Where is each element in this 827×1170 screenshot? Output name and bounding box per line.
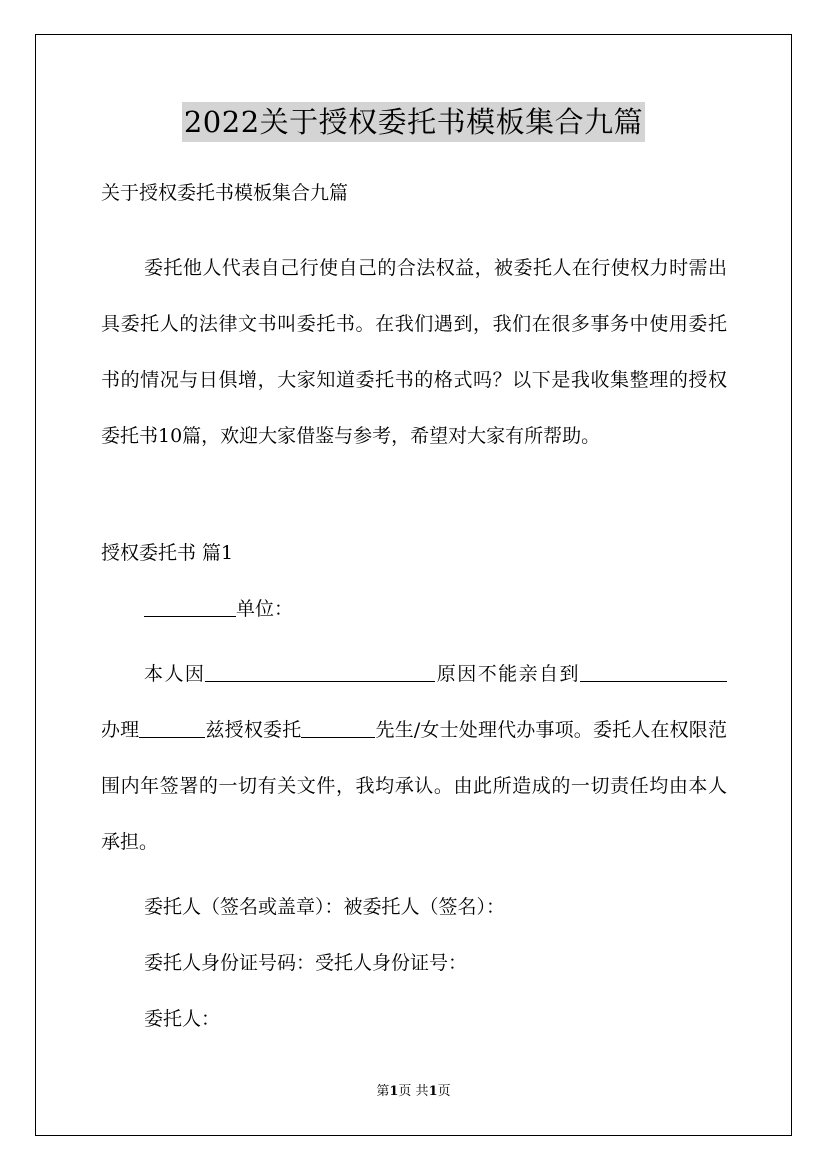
document-subtitle: 关于授权委托书模板集合九篇: [101, 182, 349, 204]
client-line: 委托人：: [144, 1008, 221, 1030]
blank-underline: [144, 596, 236, 617]
document-body: [101, 174, 727, 1038]
body-text: 兹授权委托: [205, 719, 302, 741]
section-heading: 授权委托书 篇1: [101, 542, 234, 564]
unit-line: [101, 590, 727, 628]
page-footer: [0, 1083, 827, 1101]
footer-text: 页 共: [398, 1084, 429, 1099]
body-text: 办理: [101, 719, 140, 741]
page-total: 1: [428, 1084, 438, 1099]
footer-text: 第: [376, 1084, 390, 1099]
document-title: 2022关于授权委托书模板集合九篇: [182, 102, 645, 142]
blank-underline: [205, 661, 435, 682]
blank-underline: [580, 661, 727, 682]
title-wrap: [0, 102, 827, 142]
blank-underline: [139, 717, 205, 738]
footer-text: 页: [437, 1084, 451, 1099]
blank-underline: [301, 717, 375, 738]
authorization-paragraph: [101, 646, 727, 870]
page-number: 1: [389, 1084, 399, 1099]
id-number-line: 委托人身份证号码：受托人身份证号：: [144, 952, 468, 974]
signature-line: 委托人（签名或盖章）：被委托人（签名）：: [144, 896, 506, 918]
body-text: 原因不能亲自到: [435, 663, 580, 685]
body-text: 先生/女士处理代办事项。委托人在权限范围内年签署的一切有关文件，我均承认。由此所造成的一切责任均由本人承担。: [101, 719, 727, 853]
unit-label: 单位：: [236, 598, 294, 620]
body-text: 本人因: [144, 663, 206, 685]
intro-paragraph: 委托他人代表自己行使自己的合法权益，被委托人在行使权力时需出具委托人的法律文书叫委托书。在我们遇到，我们在很多事务中使用委托书的情况与日俱增，大家知道委托书的格式吗？以下是我收集整理的授权委托书10篇，欢迎大家借鉴与参考，希望对大家有所帮助。: [101, 257, 727, 447]
